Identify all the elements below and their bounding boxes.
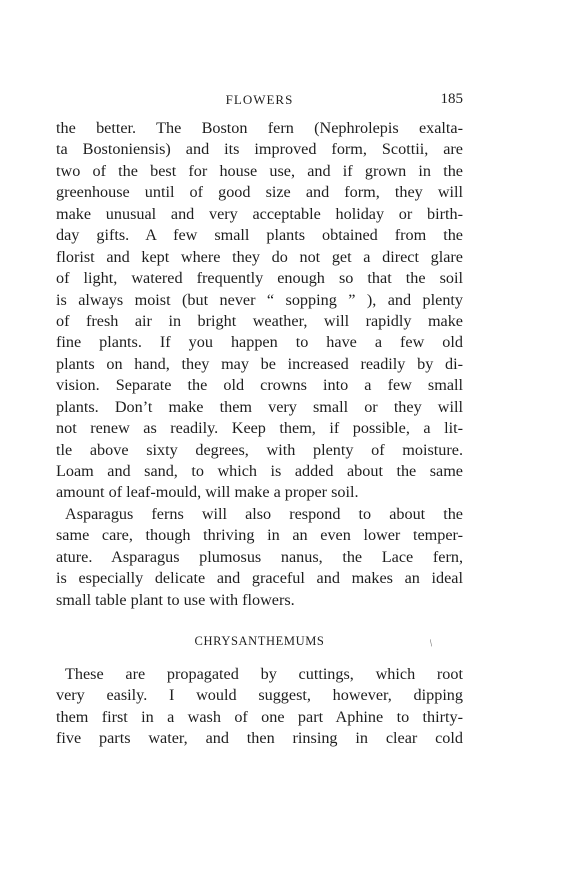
- text-line: very easily. I would suggest, however, dipping: [56, 686, 463, 705]
- text-line: them first in a wash of one part Aphine to thirty-: [56, 707, 463, 726]
- text-line: plants on hand, they may be increased readily by di-: [56, 354, 463, 373]
- text-line: of fresh air in bright weather, will rapidly make: [56, 311, 463, 330]
- page-header: [56, 90, 463, 110]
- text-line: same care, though thriving in an even lower temper-: [56, 526, 463, 545]
- text-line: ature. Asparagus plumosus nanus, the Lace fern,: [56, 547, 463, 566]
- text-line: plants. Don’t make them very small or they will: [56, 397, 463, 416]
- section-text: [56, 664, 463, 750]
- text-line: two of the best for house use, and if grown in the: [56, 161, 463, 180]
- running-title: FLOWERS: [225, 92, 294, 107]
- text-line: the better. The Boston fern (Nephrolepis exalta-: [56, 119, 463, 137]
- text-line: amount of leaf-mould, will make a proper soil.: [56, 483, 359, 502]
- page-number: 185: [440, 91, 463, 107]
- text-line: fine plants. If you happen to have a few old: [56, 333, 463, 352]
- text-line: florist and kept where they do not get a direct glare: [56, 247, 463, 266]
- text-line: five parts water, and then rinsing in clear cold: [56, 729, 463, 748]
- text-line: tle above sixty degrees, with plenty of moisture.: [56, 440, 463, 459]
- section-heading: CHRYSANTHEMUMS: [194, 634, 325, 648]
- text-line: Asparagus ferns will also respond to about the: [65, 504, 463, 523]
- text-line: is always moist (but never “ sopping ” ), and plenty: [56, 290, 463, 309]
- text-line: greenhouse until of good size and form, they will: [56, 183, 463, 202]
- text-line: vision. Separate the old crowns into a few small: [56, 376, 463, 395]
- text-line: day gifts. A few small plants obtained from the: [56, 226, 463, 245]
- text-line: ta Bostoniensis) and its improved form, Scottii, are: [56, 140, 463, 159]
- stray-pencil-mark: /: [427, 638, 436, 649]
- text-line: is especially delicate and graceful and makes an ideal: [56, 569, 463, 588]
- text-line: not renew as readily. Keep them, if possible, a lit-: [56, 419, 463, 438]
- text-line: make unusual and very acceptable holiday or birth-: [56, 204, 463, 223]
- text-line: Loam and sand, to which is added about the same: [56, 462, 463, 480]
- main-text: [56, 118, 463, 611]
- text-line: of light, watered frequently enough so that the soil: [56, 269, 463, 288]
- text-line: These are propagated by cuttings, which root: [65, 665, 463, 683]
- text-line: small table plant to use with flowers.: [56, 590, 295, 609]
